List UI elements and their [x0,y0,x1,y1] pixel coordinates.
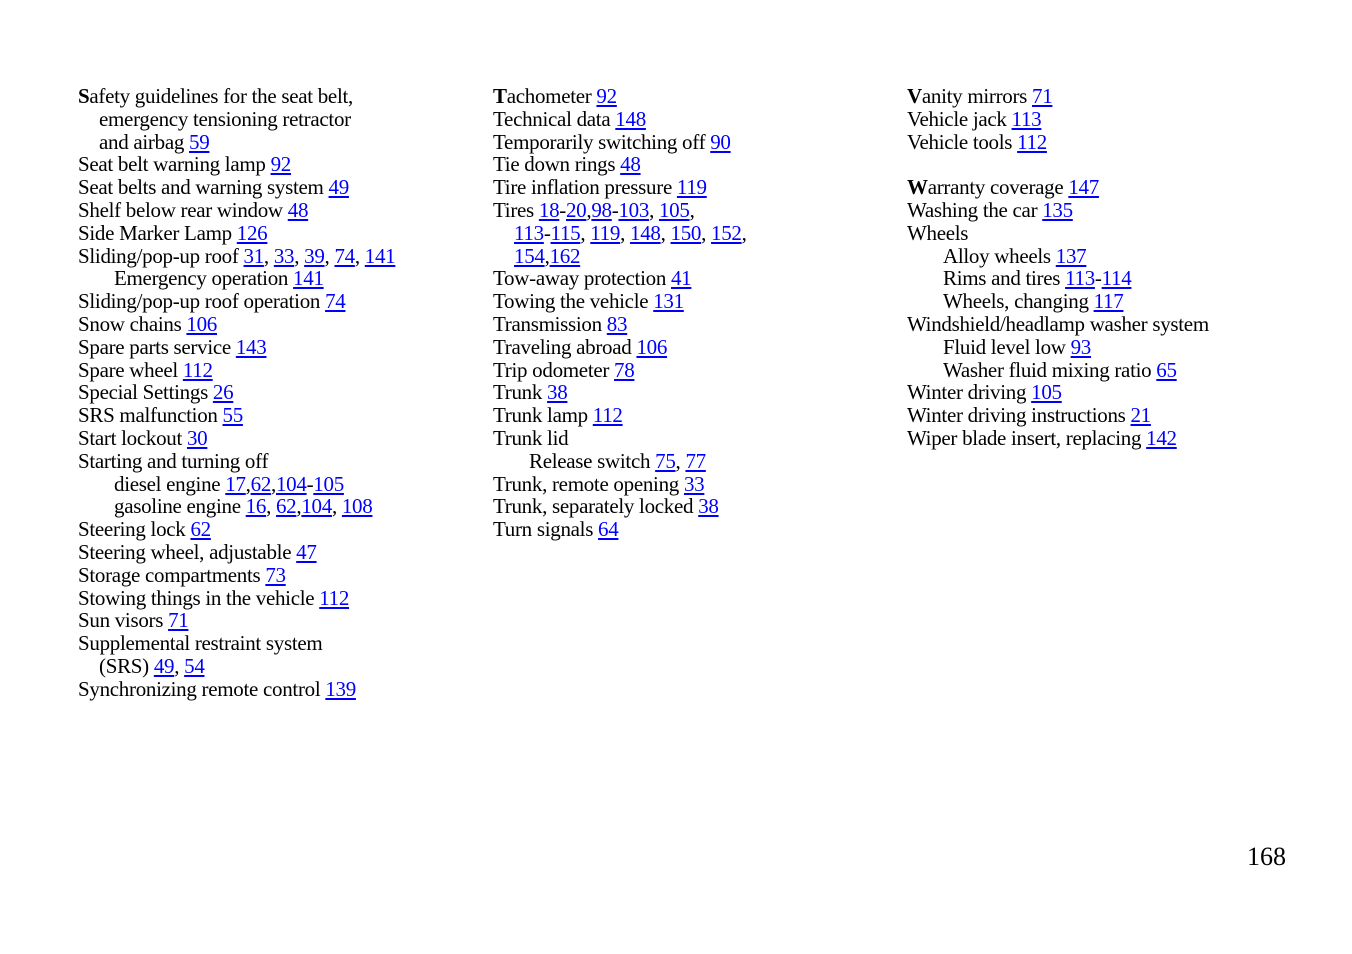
index-entry [493,427,893,450]
index-entry [907,222,1327,245]
page-reference-link[interactable]: 162 [549,243,581,268]
page-reference-link[interactable]: 113 [1011,106,1042,131]
entry-text: Alloy wheels [943,243,1056,268]
page-reference-link[interactable]: 39 [304,243,325,268]
index-entry [907,381,1327,404]
index-entry [907,313,1327,336]
index-entry-line [78,381,478,404]
index-entry-line [78,336,478,359]
entry-text: Spare parts service [78,334,236,359]
index-entry-line [78,199,478,222]
index-entry [907,336,1327,359]
entry-text: SRS malfunction [78,403,223,428]
index-entry [493,359,893,382]
page-reference-link[interactable]: 21 [1130,403,1151,428]
page-reference-link[interactable]: 92 [270,152,291,177]
entry-text: Technical data [493,106,616,131]
page-reference-link[interactable]: 119 [590,220,621,245]
page-reference-link[interactable]: 65 [1156,357,1177,382]
index-entry-line [493,495,893,518]
index-entry-line [493,450,893,473]
entry-text: , [580,220,591,245]
entry-text: Winter driving [907,380,1032,405]
index-entry [78,404,478,427]
index-entry-line [493,290,893,313]
page-reference-link[interactable]: 55 [222,403,243,428]
page-reference-link[interactable]: 112 [1017,129,1047,154]
index-entry [907,290,1327,313]
entry-text: Trunk [493,380,548,405]
page-reference-link[interactable]: 108 [341,494,373,519]
index-entry-line [493,404,893,427]
page-reference-link[interactable]: 148 [615,106,646,131]
index-entry [907,359,1327,382]
entry-text: Vehicle tools [907,129,1018,154]
page-reference-link[interactable]: 74 [325,289,346,314]
entry-text: gasoline engine [114,494,246,519]
index-entry [493,518,893,541]
index-entry [907,267,1327,290]
index-entry [78,495,478,518]
index-entry [78,245,478,268]
page-reference-link[interactable]: 62 [250,471,272,496]
entry-text: Trunk lid [493,425,569,450]
entry-text: Trip odometer [493,357,615,382]
page-reference-link[interactable]: 77 [685,448,706,473]
index-entry-line [493,427,893,450]
entry-text: Steering wheel, adjustable [78,539,297,564]
entry-text: Transmission [493,311,607,336]
page-reference-link[interactable]: 119 [676,175,707,200]
index-entry-line [78,313,478,336]
index-entry-line [907,108,1327,131]
index-entry [78,564,478,587]
page-reference-link[interactable]: 71 [1032,84,1053,108]
page-reference-link[interactable]: 62 [190,517,211,542]
index-entry-line [493,108,893,131]
page-number: 168 [1247,842,1286,871]
section-initial-letter: T [493,84,507,108]
page-reference-link[interactable]: 47 [296,539,317,564]
index-entry [78,313,478,336]
index-entry [493,153,893,176]
index-column-s [78,85,478,701]
index-entry-line [78,131,478,154]
page-reference-link[interactable]: 105 [658,197,690,222]
page-reference-link[interactable]: 49 [328,175,349,200]
entry-text: Sun visors [78,608,169,633]
page-reference-link[interactable]: 62 [275,494,297,519]
entry-text: Supplemental restraint system [78,631,323,656]
index-entry [493,313,893,336]
index-entry [493,381,893,404]
index-entry-line [907,199,1327,222]
page-reference-link[interactable]: 38 [698,494,719,519]
index-entry-line [78,290,478,313]
page-reference-link[interactable]: 18 [538,197,560,222]
index-entry-line [907,404,1327,427]
page-reference-link[interactable]: 104 [301,494,332,519]
section-initial-letter: S [78,84,90,108]
entry-text: , [354,243,365,268]
entry-text: Special Settings [78,380,213,405]
index-spacer [907,153,1327,176]
index-entry-line [78,108,478,131]
entry-text: Sliding/pop-up roof operation [78,289,326,314]
entry-text: Tie down rings [493,152,621,177]
index-entry [907,176,1327,199]
entry-text: , [245,471,251,496]
entry-text: Side Marker Lamp [78,220,237,245]
page-reference-link[interactable]: 143 [235,334,267,359]
page-reference-link[interactable]: 75 [655,448,676,473]
index-entry-line [493,381,893,404]
entry-text: Emergency operation [114,266,294,291]
index-entry [907,404,1327,427]
entry-text: Seat belt warning lamp [78,152,271,177]
entry-text: Traveling abroad [493,334,637,359]
index-entry [493,495,893,518]
index-entry-line [907,313,1327,336]
index-entry [78,473,478,496]
index-entry-line [78,564,478,587]
index-entry-line [78,632,478,655]
index-entry-line [78,404,478,427]
entry-text: - [559,197,566,222]
entry-text: , [741,220,747,245]
page-reference-link[interactable]: 150 [670,220,702,245]
index-entry [907,199,1327,222]
page-reference-link[interactable]: 17 [225,471,246,496]
entry-text: , [649,197,659,222]
index-entry [493,176,893,199]
index-entry [493,131,893,154]
page-reference-link[interactable]: 104 [275,471,307,496]
entry-text: Wheels [907,220,969,245]
entry-text: Trunk lamp [493,403,593,428]
index-entry [907,245,1327,268]
index-entry-line [907,427,1327,450]
entry-text: emergency tensioning retractor [99,106,351,131]
index-entry-line [78,359,478,382]
entry-text: Stowing things in the vehicle [78,585,320,610]
entry-text: Sliding/pop-up roof [78,243,244,268]
index-entry-line [907,85,1327,108]
entry-text: Turn signals [493,517,599,542]
index-entry-line [907,290,1327,313]
entry-text: - [611,197,619,222]
page-reference-link[interactable]: 148 [630,220,661,245]
index-entry [493,85,893,108]
entry-text: , [263,243,274,268]
page-reference-link[interactable]: 105 [1031,380,1062,405]
page-reference-link[interactable]: 142 [1146,425,1177,450]
index-entry-line [78,541,478,564]
index-entry-line [78,678,478,701]
page-reference-link[interactable]: 103 [618,197,650,222]
page-reference-link[interactable]: 135 [1042,197,1073,222]
entry-text: Synchronizing remote control [78,676,326,701]
page-reference-link[interactable]: 106 [186,311,218,336]
entry-text: Towing the vehicle [493,289,654,314]
entry-text: , [689,197,695,222]
index-entry-line [493,245,893,268]
entry-text: , [544,243,550,268]
index-entry-line [907,131,1327,154]
entry-text: Rims and tires [943,266,1066,291]
index-entry-line [78,427,478,450]
index-entry [493,267,893,290]
index-entry [493,473,893,496]
index-entry [493,450,893,473]
entry-text: Steering lock [78,517,191,542]
entry-text: Snow chains [78,311,187,336]
entry-text: anity mirrors [921,84,1032,108]
entry-text: Start lockout [78,425,187,450]
page-reference-link[interactable]: 106 [636,334,668,359]
page-reference-link[interactable]: 64 [598,517,619,542]
index-entry [78,290,478,313]
page-reference-link[interactable]: 16 [245,494,267,519]
page-reference-link[interactable]: 137 [1055,243,1087,268]
index-entry [78,609,478,632]
index-entry [78,381,478,404]
index-entry-line [78,267,478,290]
page-reference-link[interactable]: 141 [364,243,396,268]
index-entry-line [78,153,478,176]
page-reference-link[interactable]: 112 [319,585,350,610]
entry-text: , [620,220,630,245]
page-reference-link[interactable]: 48 [287,197,309,222]
entry-text: Vehicle jack [907,106,1012,131]
index-entry-line [493,222,893,245]
index-entry-line [78,222,478,245]
index-entry-line [907,245,1327,268]
index-entry-line [78,587,478,610]
entry-text: Release switch [529,448,656,473]
index-column-t [493,85,893,541]
index-entry-line [907,176,1327,199]
entry-text: Washing the car [907,197,1043,222]
page-reference-link[interactable]: 152 [711,220,742,245]
index-entry [907,85,1327,108]
index-entry [78,267,478,290]
index-entry-line [78,85,478,108]
entry-text: - [543,220,551,245]
index-entry-line [78,609,478,632]
entry-text: , [331,494,342,519]
page-reference-link[interactable]: 26 [212,380,234,405]
entry-text: Washer fluid mixing ratio [943,357,1157,382]
index-entry-line [493,176,893,199]
index-entry-line [907,222,1327,245]
page-reference-link[interactable]: 98 [591,197,612,222]
index-entry [78,678,478,701]
page-reference-link[interactable]: 33 [273,243,295,268]
page-reference-link[interactable]: 93 [1070,334,1092,359]
entry-text: Windshield/headlamp washer system [907,311,1209,336]
index-entry-line [493,153,893,176]
page-reference-link[interactable]: 31 [243,243,264,268]
index-entry-line [78,450,478,473]
page-reference-link[interactable]: 83 [606,311,628,336]
index-entry-line [493,131,893,154]
index-entry-line [493,359,893,382]
index-entry [78,85,478,153]
index-entry [907,108,1327,131]
entry-text: (SRS) [99,653,154,678]
index-entry [78,450,478,473]
entry-text: Seat belts and warning system [78,175,329,200]
entry-text: arranty coverage [927,175,1069,200]
entry-text: , [586,197,592,222]
page-reference-link[interactable]: 115 [550,220,581,245]
entry-text: , [324,243,335,268]
page-reference-link[interactable]: 147 [1068,175,1099,200]
page-reference-link[interactable]: 48 [620,152,641,177]
index-entry [78,632,478,678]
index-entry [78,427,478,450]
entry-text: Fluid level low [943,334,1071,359]
page-reference-link[interactable]: 112 [182,357,213,382]
page-reference-link[interactable]: 33 [683,471,705,496]
page-reference-link[interactable]: 78 [614,357,635,382]
page-reference-link[interactable]: 49 [153,653,175,678]
section-initial-letter: V [907,84,922,108]
index-entry-line [78,495,478,518]
index-entry [78,518,478,541]
entry-text: - [306,471,314,496]
index-entry-line [78,176,478,199]
page-reference-link[interactable]: 41 [670,266,692,291]
entry-text: Tow-away protection [493,266,671,291]
page-reference-link[interactable]: 141 [293,266,324,291]
page-reference-link[interactable]: 38 [547,380,568,405]
entry-text: Tire inflation pressure [493,175,677,200]
index-entry-line [493,267,893,290]
entry-text: Spare wheel [78,357,183,382]
page-reference-link[interactable]: 114 [1101,266,1132,291]
index-entry [78,336,478,359]
index-entry [907,427,1327,450]
entry-text: Trunk, separately locked [493,494,699,519]
entry-text: afety guidelines for the seat belt, [89,84,353,108]
entry-text: Storage compartments [78,562,266,587]
index-entry [493,108,893,131]
index-entry [78,587,478,610]
entry-text: Shelf below rear window [78,197,288,222]
entry-text: Temporarily switching off [493,129,711,154]
index-entry [78,153,478,176]
page-reference-link[interactable]: 54 [184,653,205,678]
index-entry [78,541,478,564]
page-reference-link[interactable]: 30 [186,425,208,450]
entry-text: diesel engine [114,471,226,496]
page-reference-link[interactable]: 73 [265,562,286,587]
page-reference-link[interactable]: 117 [1093,289,1124,314]
index-entry-line [493,313,893,336]
index-entry-line [493,518,893,541]
page-reference-link[interactable]: 139 [325,676,356,701]
page-reference-link[interactable]: 71 [168,608,189,633]
index-entry [493,290,893,313]
entry-text: , [701,220,712,245]
entry-text: achometer [506,84,597,108]
entry-text: - [1094,266,1102,291]
entry-text: , [174,653,185,678]
page-reference-link[interactable]: 90 [710,129,731,154]
page-reference-link[interactable]: 131 [653,289,684,314]
entry-text: Wheels, changing [943,289,1094,314]
entry-text: , [294,243,305,268]
index-entry-line [78,245,478,268]
index-entry-line [493,199,893,222]
page-reference-link[interactable]: 113 [514,220,544,245]
index-entry-line [907,336,1327,359]
entry-text: , [271,471,276,496]
index-entry [78,199,478,222]
entry-text: , [266,494,276,519]
entry-text: Wiper blade insert, replacing [907,425,1147,450]
index-entry-line [493,85,893,108]
index-entry-line [493,336,893,359]
index-column-v [907,85,1327,450]
section-initial-letter: W [907,175,928,200]
entry-text: Trunk, remote opening [493,471,684,496]
page-reference-link[interactable]: 20 [565,197,587,222]
index-entry-line [78,655,478,678]
page-reference-link[interactable]: 126 [236,220,268,245]
entry-text: and airbag [99,129,189,154]
index-entry-line [907,381,1327,404]
page-reference-link[interactable]: 74 [334,243,355,268]
entry-text: , [675,448,686,473]
index-entry [493,199,893,267]
index-entry-line [78,473,478,496]
index-entry-line [493,473,893,496]
index-entry-line [78,518,478,541]
page-reference-link[interactable]: 59 [189,129,210,154]
index-entry [907,131,1327,154]
index-entry [493,404,893,427]
index-entry-line [907,359,1327,382]
index-entry [78,176,478,199]
entry-text: , [296,494,302,519]
page-reference-link[interactable]: 154 [514,243,545,268]
entry-text: Winter driving instructions [907,403,1131,428]
page-reference-link[interactable]: 92 [596,84,617,108]
page-reference-link[interactable]: 105 [313,471,344,496]
index-entry [78,359,478,382]
page-reference-link[interactable]: 112 [592,403,623,428]
page-reference-link[interactable]: 113 [1065,266,1095,291]
entry-text: , [660,220,671,245]
entry-text: Starting and turning off [78,448,269,473]
index-entry [78,222,478,245]
index-entry [493,336,893,359]
entry-text: Tires [493,197,539,222]
index-entry-line [907,267,1327,290]
